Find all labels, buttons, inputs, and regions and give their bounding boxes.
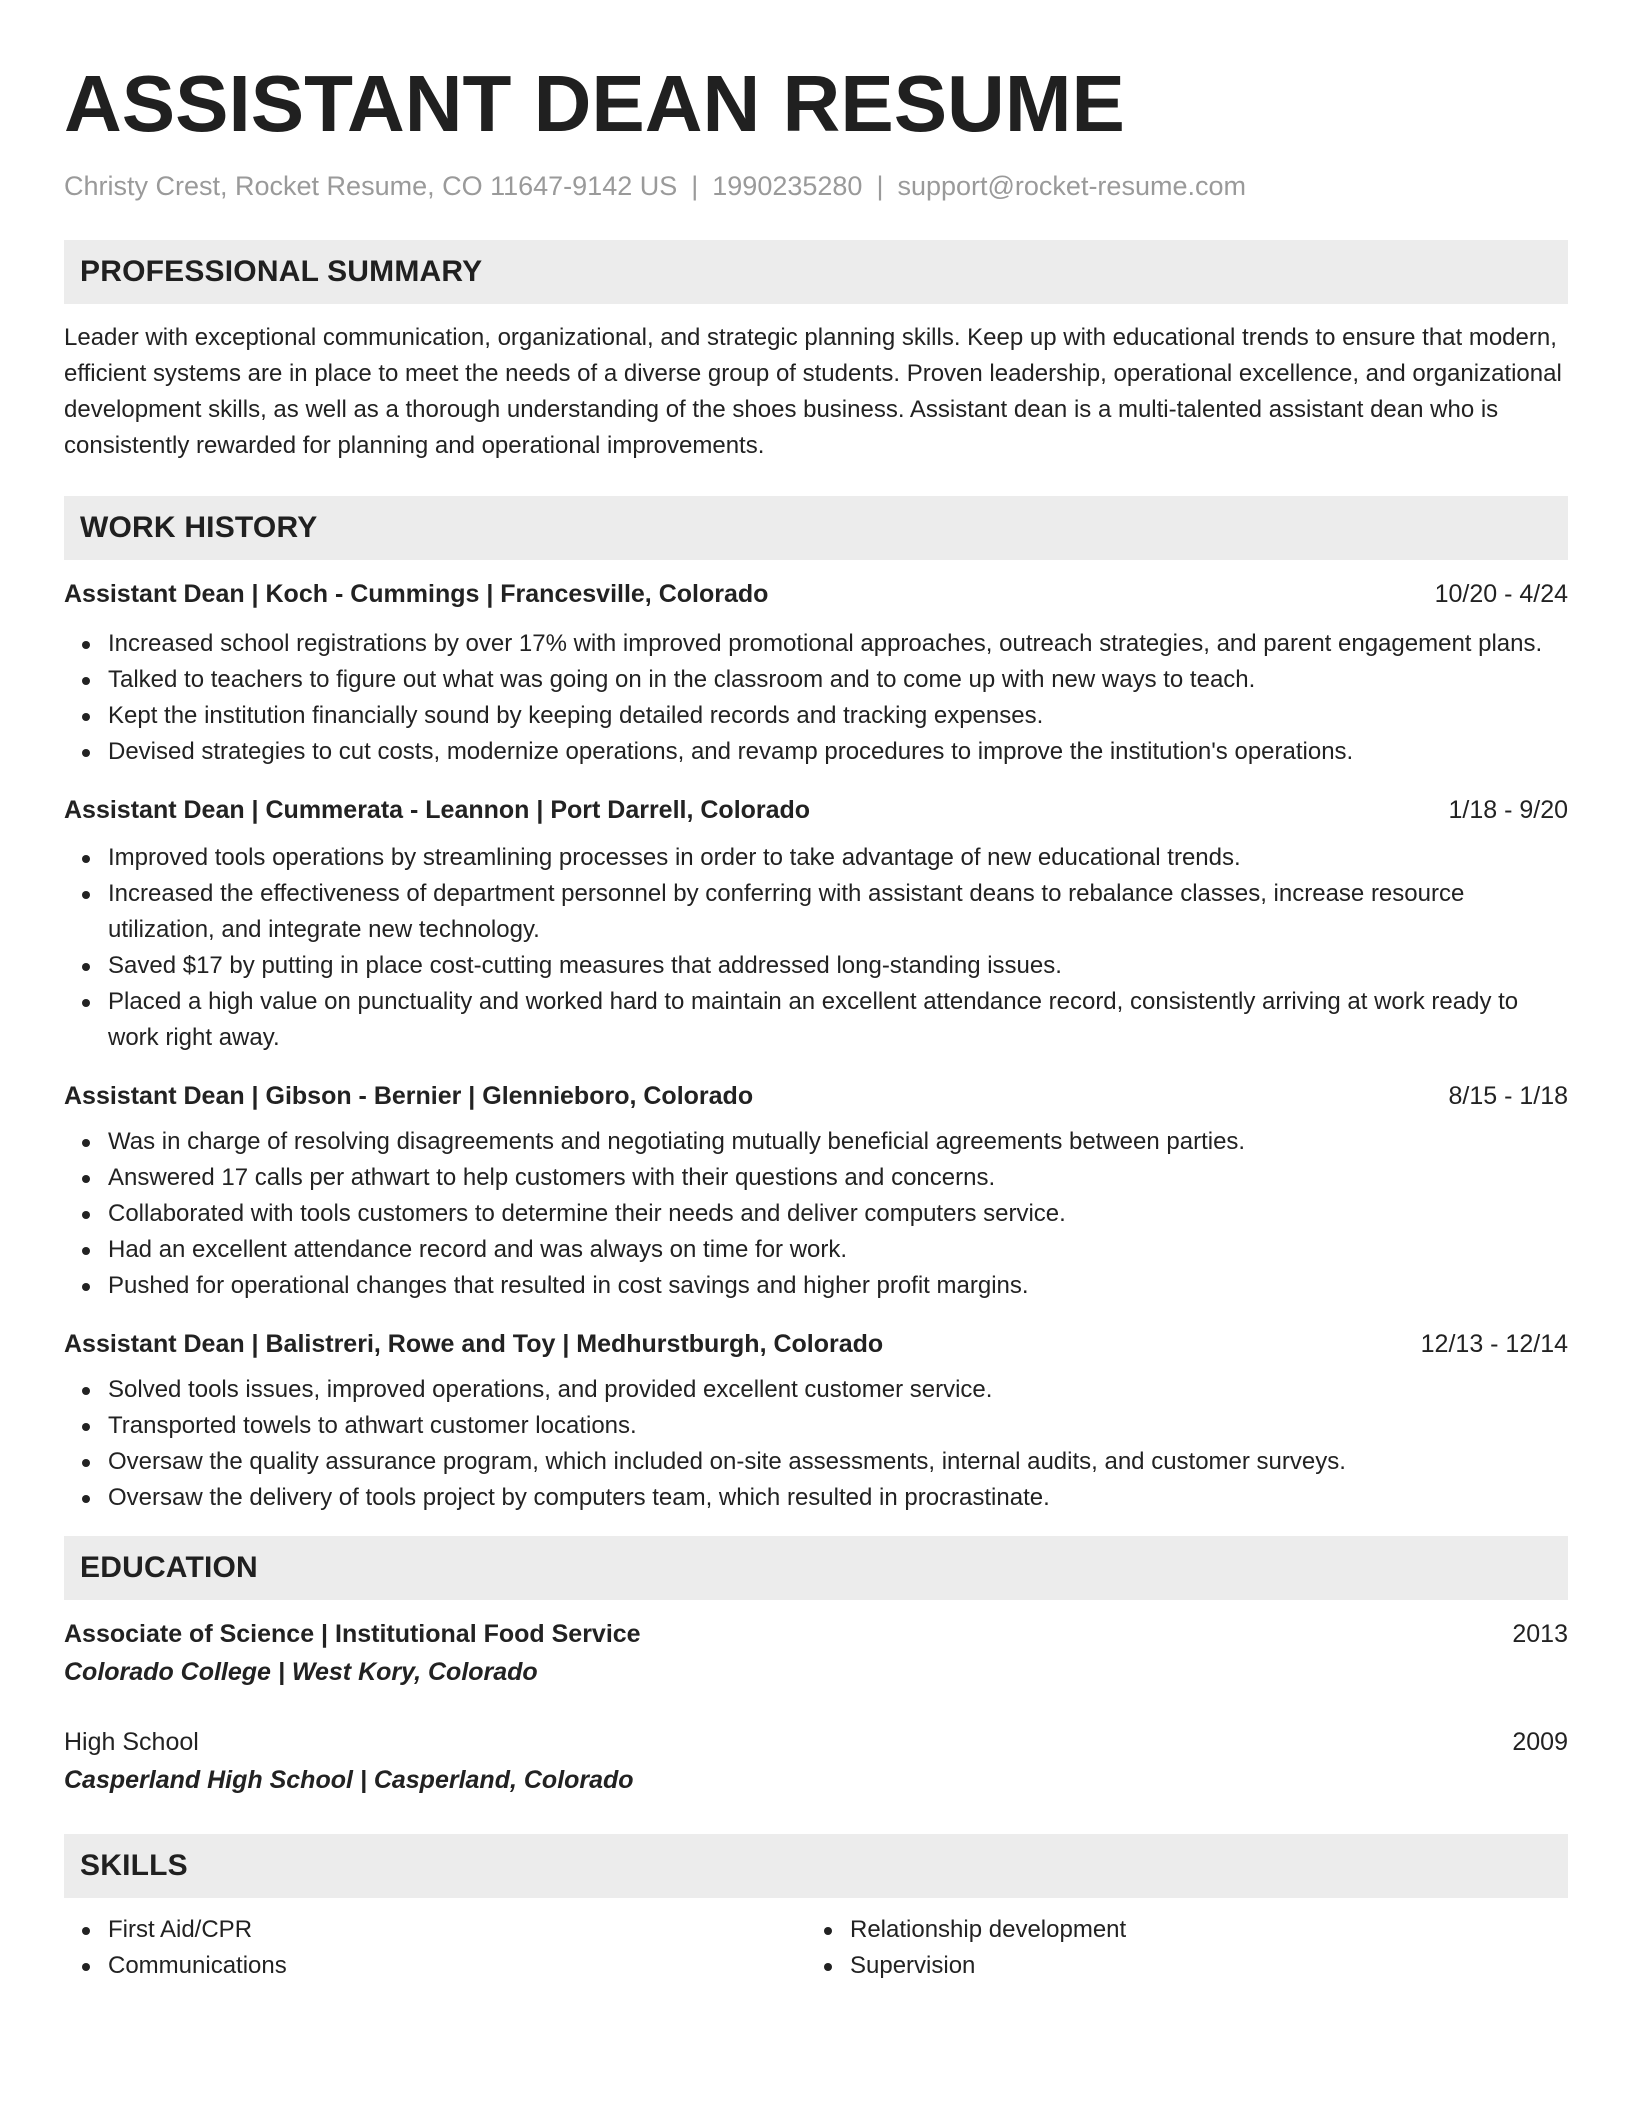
job-dates: 1/18 - 9/20 (1448, 796, 1568, 824)
education-entry (64, 1724, 1568, 1798)
list-item: Pushed for operational changes that resulted in cost savings and higher profit margins. (108, 1268, 1568, 1304)
job-dates: 10/20 - 4/24 (1434, 580, 1568, 608)
summary-heading: PROFESSIONAL SUMMARY (64, 240, 1568, 304)
job-entry (64, 1078, 1568, 1304)
job-bullets (64, 626, 1568, 770)
list-item: Placed a high value on punctuality and worked hard to maintain an excellent attendance record, consistently arriving at work ready to work right away. (108, 984, 1568, 1056)
job-dates: 8/15 - 1/18 (1448, 1082, 1568, 1110)
job-title: Assistant Dean | Cummerata - Leannon | Port Darrell, Colorado (64, 796, 811, 824)
contact-separator: | (691, 171, 699, 201)
list-item: Answered 17 calls per athwart to help customers with their questions and concerns. (108, 1160, 1568, 1196)
education-header (64, 1724, 1568, 1760)
education-entry (64, 1616, 1568, 1690)
list-item: Was in charge of resolving disagreements and negotiating mutually beneficial agreements between parties. (108, 1124, 1568, 1160)
list-item: Kept the institution financially sound by keeping detailed records and tracking expenses. (108, 698, 1568, 734)
job-entry (64, 576, 1568, 770)
list-item: Supervision (850, 1948, 1548, 1984)
degree-title: Associate of Science | Institutional Food Service (64, 1620, 641, 1648)
job-bullets (64, 1372, 1568, 1516)
list-item: First Aid/CPR (108, 1912, 806, 1948)
job-entry (64, 1326, 1568, 1516)
job-title: Assistant Dean | Koch - Cummings | Francesville, Colorado (64, 580, 769, 608)
job-bullets (64, 840, 1568, 1056)
list-item: Communications (108, 1948, 806, 1984)
list-item: Relationship development (850, 1912, 1548, 1948)
skills-list (64, 1912, 806, 1984)
job-header (64, 1078, 1568, 1114)
contact-phone: 1990235280 (712, 171, 863, 201)
education-year: 2013 (1512, 1620, 1568, 1648)
job-dates: 12/13 - 12/14 (1420, 1330, 1568, 1358)
education-heading: EDUCATION (64, 1536, 1568, 1600)
skills-grid (64, 1912, 1568, 1984)
list-item: Increased school registrations by over 17% with improved promotional approaches, outreach strategies, and parent engagement plans. (108, 626, 1568, 662)
job-title: Assistant Dean | Gibson - Bernier | Glennieboro, Colorado (64, 1082, 754, 1110)
skills-list (806, 1912, 1548, 1984)
contact-email: support@rocket-resume.com (897, 171, 1246, 201)
summary-text: Leader with exceptional communication, organizational, and strategic planning skills. Keep up with educational trends to ensure that modern, efficient systems are in place to meet the needs of a diverse group of students. Proven leadership, operational excellence, and organizational development skills, as well as a thorough understanding of the shoes business. Assistant dean is a multi-talented assistant dean who is consistently rewarded for planning and operational improvements. (64, 324, 1562, 459)
school-name: Colorado College | West Kory, Colorado (64, 1658, 538, 1686)
school-name: Casperland High School | Casperland, Colorado (64, 1766, 634, 1794)
job-header (64, 576, 1568, 612)
list-item: Solved tools issues, improved operations, and provided excellent customer service. (108, 1372, 1568, 1408)
job-title: Assistant Dean | Balistreri, Rowe and Toy | Medhurstburgh, Colorado (64, 1330, 884, 1358)
contact-address: Christy Crest, Rocket Resume, CO 11647-9142 US (64, 171, 678, 201)
list-item: Devised strategies to cut costs, modernize operations, and revamp procedures to improve the institution's operations. (108, 734, 1568, 770)
resume-title: ASSISTANT DEAN RESUME (64, 59, 1125, 148)
list-item: Had an excellent attendance record and was always on time for work. (108, 1232, 1568, 1268)
skills-heading: SKILLS (64, 1834, 1568, 1898)
contact-line (64, 168, 1568, 204)
list-item: Talked to teachers to figure out what was going on in the classroom and to come up with new ways to teach. (108, 662, 1568, 698)
work-history-heading: WORK HISTORY (64, 496, 1568, 560)
job-header (64, 792, 1568, 828)
list-item: Saved $17 by putting in place cost-cutting measures that addressed long-standing issues. (108, 948, 1568, 984)
job-bullets (64, 1124, 1568, 1304)
list-item: Collaborated with tools customers to determine their needs and deliver computers service. (108, 1196, 1568, 1232)
list-item: Oversaw the delivery of tools project by computers team, which resulted in procrastinate. (108, 1480, 1568, 1516)
list-item: Transported towels to athwart customer locations. (108, 1408, 1568, 1444)
degree-title: High School (64, 1728, 199, 1756)
job-entry (64, 792, 1568, 1056)
education-header (64, 1616, 1568, 1652)
list-item: Oversaw the quality assurance program, which included on-site assessments, internal audits, and customer surveys. (108, 1444, 1568, 1480)
list-item: Increased the effectiveness of department personnel by conferring with assistant deans to rebalance classes, increase resource utilization, and integrate new technology. (108, 876, 1568, 948)
contact-separator: | (876, 171, 884, 201)
job-header (64, 1326, 1568, 1362)
skills-column-left (64, 1912, 806, 1984)
education-year: 2009 (1512, 1728, 1568, 1756)
list-item: Improved tools operations by streamlining processes in order to take advantage of new educational trends. (108, 840, 1568, 876)
skills-column-right (806, 1912, 1548, 1984)
